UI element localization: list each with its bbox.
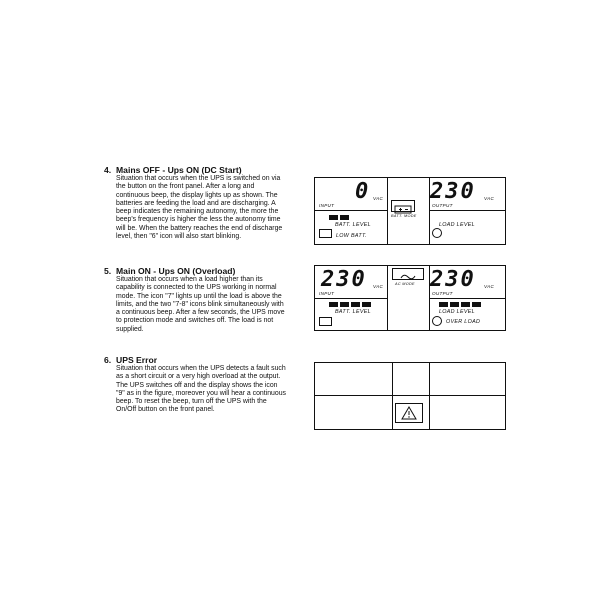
over-load-label: OVER LOAD	[446, 319, 481, 325]
output-unit: VAC	[484, 196, 495, 201]
low-batt-label: LOW BATT.	[336, 233, 367, 239]
paragraph-line: beep's frequency is higher the less the autonomy time	[116, 216, 281, 224]
paragraph-line: capability is connected to the UPS working in normal	[116, 284, 277, 292]
paragraph-line: "9" as in the figure, moreover you will hear a continuous	[116, 389, 286, 397]
input-voltage-readout: 230	[321, 267, 367, 292]
output-label: OUTPUT	[432, 291, 453, 296]
paragraph-line: limits, and the two "7-8" icons blink simultaneously with	[116, 300, 284, 308]
input-unit: VAC	[373, 284, 384, 289]
section-title: Main ON - Ups ON (Overload)	[116, 266, 236, 276]
section-paragraph	[116, 175, 310, 241]
paragraph-line: beep. To reset the beep, turn off the UPS with the	[116, 398, 267, 405]
lcd-panel-dc-start	[314, 177, 506, 245]
input-label: INPUT	[319, 203, 335, 208]
paragraph-line: batteries are feeding the load and are discharging. A	[116, 199, 276, 207]
section-heading	[104, 355, 310, 365]
section-heading	[104, 266, 310, 276]
ac-mode-label: AC MODE	[395, 282, 415, 286]
output-voltage-readout: 230	[430, 267, 476, 292]
battery-level-bars	[329, 215, 349, 220]
paragraph-line: the button on the front panel. After a long and	[116, 183, 255, 191]
section-heading	[104, 165, 310, 175]
paragraph-line: mode. The icon "7" lights up until the load is above the	[116, 292, 282, 300]
battery-icon	[319, 317, 332, 326]
output-label: OUTPUT	[432, 203, 453, 208]
ac-mode-icon	[392, 268, 424, 280]
section-title: UPS Error	[116, 355, 158, 365]
paragraph-line: Situation that occurs when the UPS detects a fault such	[116, 365, 286, 372]
paragraph-line: beep indicates the remaining autonomy, the more the	[116, 208, 279, 215]
battery-mode-label: BATT. MODE	[391, 214, 417, 218]
paragraph-line: The UPS switches off and the display shows the icon	[116, 381, 278, 389]
section-ups-error	[104, 355, 310, 415]
paragraph-line: a continuous beep. After a few seconds, the UPS move	[116, 309, 285, 316]
paragraph-line: On/Off button on the front panel.	[116, 406, 215, 414]
battery-icon	[319, 229, 332, 238]
output-voltage-readout: 230	[430, 179, 476, 204]
batt-level-label: BATT. LEVEL	[335, 309, 371, 315]
section-title: Mains OFF - Ups ON (DC Start)	[116, 165, 242, 175]
paragraph-line: continuous beep, the display lights up as shown. The	[116, 191, 278, 199]
paragraph-line: level, then "6" icon will also start blinking.	[116, 232, 242, 240]
paragraph-line: supplied.	[116, 325, 144, 333]
lcd-panel-overload	[314, 265, 506, 331]
section-paragraph	[116, 365, 310, 415]
overload-warning-icon	[432, 228, 442, 238]
input-voltage-readout: 0	[355, 179, 371, 204]
paragraph-line: as a short circuit or a very high overload at the output.	[116, 373, 281, 381]
error-warning-icon	[395, 403, 423, 423]
section-dc-start	[104, 165, 310, 241]
section-number: 6.	[104, 355, 112, 365]
battery-mode-icon	[391, 200, 415, 212]
load-level-bars	[439, 302, 481, 307]
section-paragraph	[116, 276, 310, 334]
lcd-panel-error	[314, 362, 506, 430]
input-label: INPUT	[319, 291, 335, 296]
paragraph-line: will be. When the battery reaches the end of discharge	[116, 224, 283, 232]
overload-warning-icon	[432, 316, 442, 326]
output-unit: VAC	[484, 284, 495, 289]
section-number: 5.	[104, 266, 112, 276]
paragraph-line: Situation that occurs when the UPS is switched on via	[116, 175, 281, 182]
load-level-label: LOAD LEVEL	[439, 309, 475, 315]
input-unit: VAC	[373, 196, 384, 201]
paragraph-line: to protection mode and switches off. The load is not	[116, 317, 274, 325]
battery-level-bars	[329, 302, 371, 307]
batt-level-label: BATT. LEVEL	[335, 222, 371, 228]
load-level-label: LOAD LEVEL	[439, 222, 475, 228]
paragraph-line: Situation that occurs when a load higher than its	[116, 276, 263, 283]
section-number: 4.	[104, 165, 112, 175]
section-overload	[104, 266, 310, 334]
